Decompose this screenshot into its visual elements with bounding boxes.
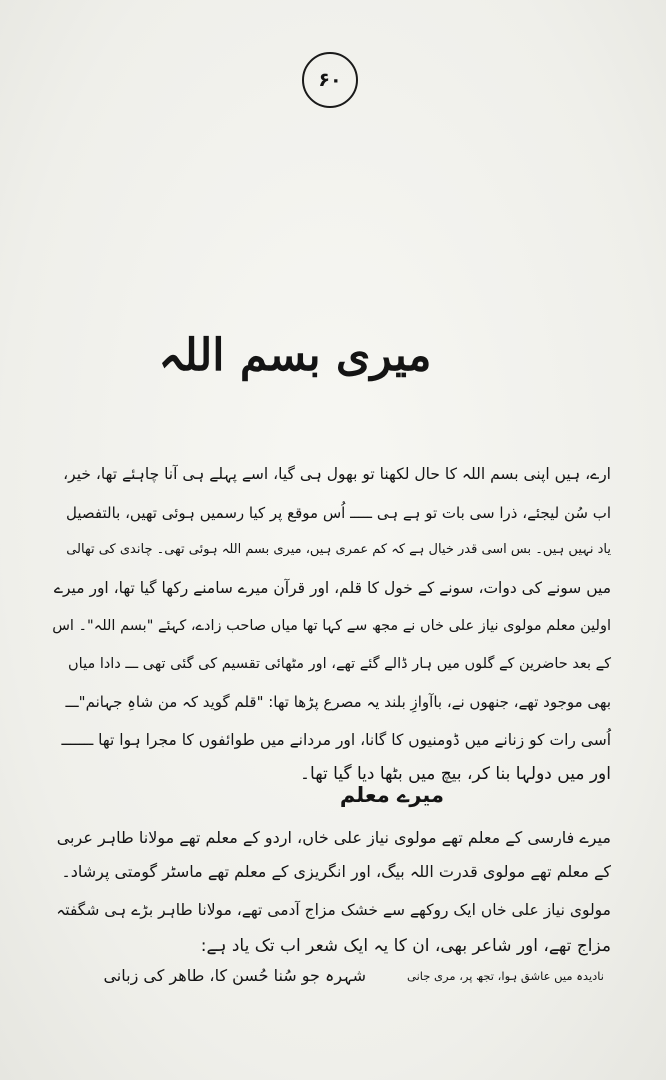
paragraph-line: کے بعد حاضرین کے گلوں میں ہار ڈالے گئے تھے، اور مٹھائی تقسیم کی گئی تھی ـــ دادا میاں: [68, 656, 611, 672]
paragraph-line: ارے، ہیں اپنی بسم اللہ کا حال لکھنا تو بھول ہی گیا، اسے پہلے ہی آنا چاہئے تھا، خیر،: [63, 465, 611, 483]
paragraph-line: اُسی رات کو زنانے میں ڈومنیوں کا گانا، اور مردانے میں طوائفوں کا مجرا ہوا تھا ـــــــ: [61, 731, 611, 749]
paragraph-line: اور میں دولہا بنا کر، بیچ میں بٹھا دیا گیا تھا۔: [300, 764, 611, 784]
paragraph-line: میرے فارسی کے معلم تھے مولوی نیاز علی خاں، اردو کے معلم تھے مولانا طاہر عربی: [56, 828, 611, 847]
paragraph-line: مزاج تھے، اور شاعر بھی، ان کا یہ ایک شعر اب تک یاد ہے:: [200, 936, 611, 956]
paragraph-line: میں سونے کی دوات، سونے کے خول کا قلم، اور قرآن میرے سامنے رکھا گیا تھا، اور میرے: [53, 579, 611, 597]
page-number: ۶۰: [318, 69, 342, 91]
verse-second-half: نادیدہ میں عاشق ہوا، تجھ پر، مری جانی: [406, 969, 604, 983]
paragraph-line: کے معلم تھے مولوی قدرت اللہ بیگ، اور انگریزی کے معلم تھے ماسٹر گومتی پرشاد۔: [61, 862, 611, 881]
paragraph-line: یاد نہیں ہیں۔ بس اسی قدر خیال ہے کہ کم عمری ہیں، میری بسم اللہ ہوئی تھی۔ چاندی کی تھالی: [66, 542, 611, 557]
paragraph-line: مولوی نیاز علی خاں ایک روکھے سے خشک مزاج آدمی تھے، مولانا طاہر بڑے ہی شگفتہ: [56, 901, 611, 919]
paragraph-line: بھی موجود تھے، جنھوں نے، باآوازِ بلند یہ مصرع پڑھا تھا: "قلم گوید کہ من شاہِ جہانم"ـــ: [65, 693, 611, 711]
verse-first-half: شہرہ جو سُنا حُسن کا، طاھر کی زبانی: [103, 966, 366, 985]
paragraph-line: اب سُن لیجئے، ذرا سی بات تو ہے ہی ـــــ اُس موقع پر کیا رسمیں ہوئی تھیں، بالتفصیل: [65, 504, 611, 522]
chapter-title: میری بسم اللہ: [158, 330, 432, 381]
page-number-circle: [302, 52, 358, 108]
paragraph-line: اولین معلم مولوی نیاز علی خاں نے مجھ سے کہا تھا میاں صاحب زادے، کہئے "بسم اللہ"۔ اس: [52, 618, 611, 634]
section-subheading: میرے معلم: [339, 783, 444, 807]
